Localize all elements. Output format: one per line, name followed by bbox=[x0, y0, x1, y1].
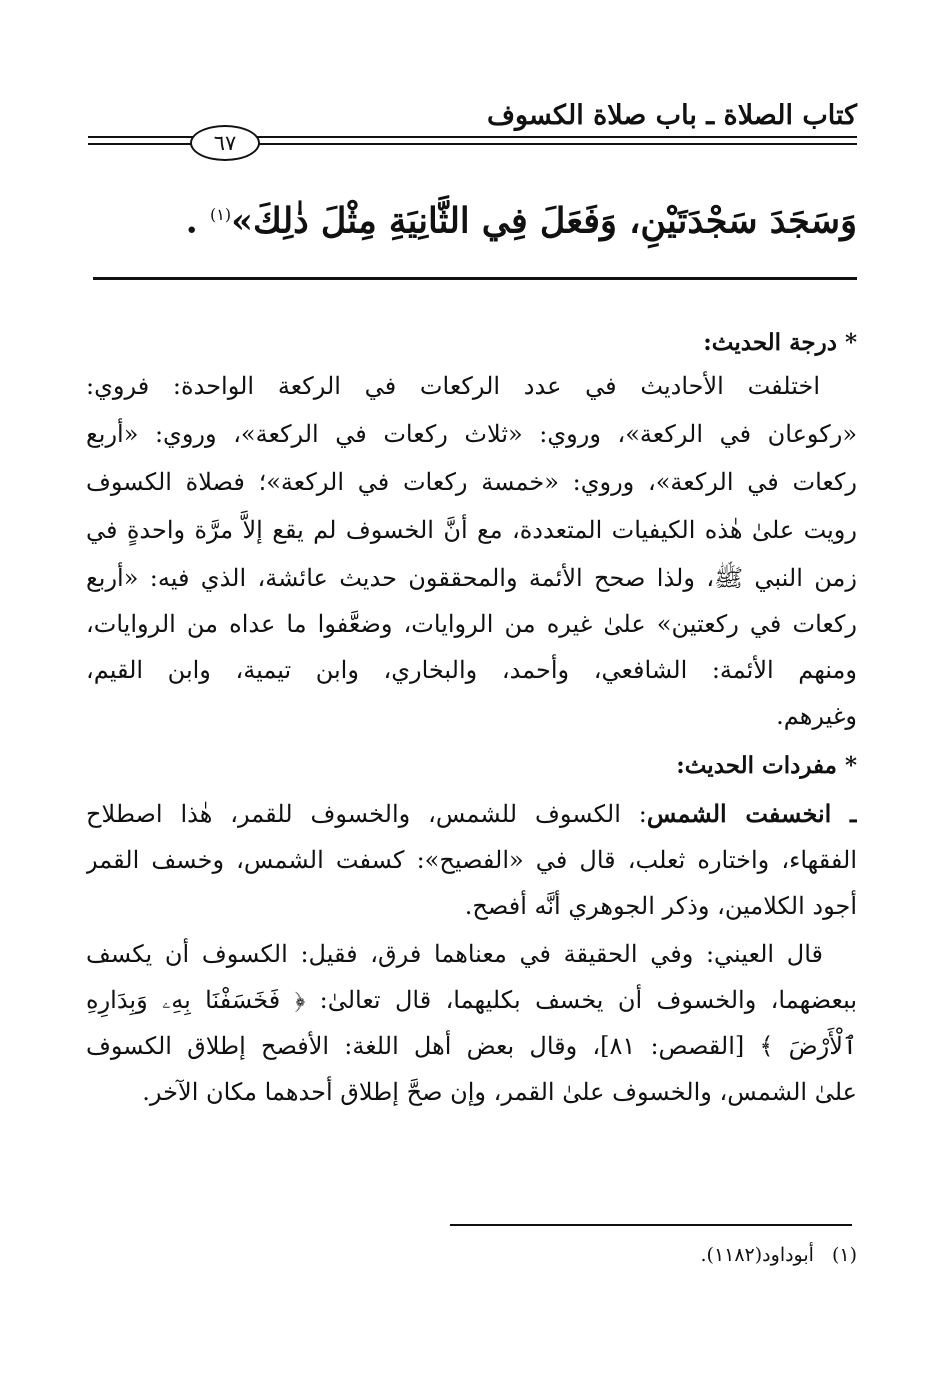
paragraph-line: زمن النبي ﷺ، ولذا صحح الأئمة والمحققون حديث عائشة، الذي فيه: «أربع bbox=[86, 564, 857, 592]
paragraph-line: ببعضهما، والخسوف أن يخسف بكليهما، قال تعالىٰ: ﴿ فَخَسَفْنَا بِهِۦ وَبِدَارِهِ bbox=[86, 986, 857, 1014]
footnote-ref: (١) bbox=[210, 205, 232, 224]
paragraph-line: الفقهاء، واختاره ثعلب، قال في «الفصيح»: كسفت الشمس، وخسف القمر bbox=[86, 846, 857, 874]
heading-hadith-vocabulary: * مفردات الحديث: bbox=[676, 752, 857, 779]
footnote-text: أبوداود(١١٨٢). bbox=[700, 1244, 814, 1266]
paragraph-line: وغيرهم. bbox=[776, 702, 857, 730]
paragraph-line: ٱلْأَرْضَ ﴾ [القصص: ٨١]، وقال بعض أهل اللغة: الأفصح إطلاق الكسوف bbox=[86, 1032, 857, 1060]
vocabulary-definition: : الكسوف للشمس، والخسوف للقمر، هٰذا اصطلاح bbox=[86, 800, 647, 828]
paragraph-line: علىٰ الشمس، والخسوف علىٰ القمر، وإن صحَّ إطلاق أحدهما مكان الآخر. bbox=[142, 1078, 857, 1106]
vocabulary-entry-line bbox=[86, 794, 857, 834]
heading-hadith-grade: * درجة الحديث: bbox=[703, 329, 857, 356]
paragraph-line: ومنهم الأئمة: الشافعي، وأحمد، والبخاري، وابن تيمية، وابن القيم، bbox=[86, 656, 857, 684]
footnote bbox=[700, 1240, 857, 1270]
paragraph-line: رويت علىٰ هٰذه الكيفيات المتعددة، مع أنَّ الخسوف لم يقع إلاَّ مرَّة واحدةٍ في bbox=[86, 516, 857, 544]
hadith-end-period: . bbox=[185, 200, 211, 242]
paragraph-line: قال العيني: وفي الحقيقة في معناهما فرق، فقيل: الكسوف أن يكسف bbox=[86, 940, 823, 968]
paragraph-line: ركعات في ركعتين» علىٰ غيره من الروايات، وضعَّفوا ما عداه من الروايات، bbox=[86, 610, 857, 638]
footnote-separator-rule bbox=[450, 1224, 852, 1226]
page-number: ٦٧ bbox=[190, 125, 260, 161]
hadith-separator-rule bbox=[93, 277, 857, 280]
running-header-title: كتاب الصلاة ـ باب صلاة الكسوف bbox=[487, 100, 857, 131]
paragraph-line: اختلفت الأحاديث في عدد الركعات في الركعة الواحدة: فروي: bbox=[86, 372, 820, 400]
paragraph-line: ركعات في الركعة»، وروي: «خمسة ركعات في الركعة»؛ فصلاة الكسوف bbox=[86, 468, 857, 496]
vocabulary-term: ـ انخسفت الشمس bbox=[646, 799, 857, 828]
hadith-text-line bbox=[186, 185, 857, 252]
hadith-text: وَسَجَدَ سَجْدَتَيْنِ، وَفَعَلَ فِي الثَّانِيَةِ مِثْلَ ذٰلِكَ» bbox=[231, 200, 857, 242]
paragraph-line: أجود الكلامين، وذكر الجوهري أنَّه أفصح. bbox=[464, 892, 857, 920]
footnote-number: (١) bbox=[831, 1244, 857, 1266]
paragraph-line: «ركوعان في الركعة»، وروي: «ثلاث ركعات في الركعة»، وروي: «أربع bbox=[86, 420, 857, 448]
